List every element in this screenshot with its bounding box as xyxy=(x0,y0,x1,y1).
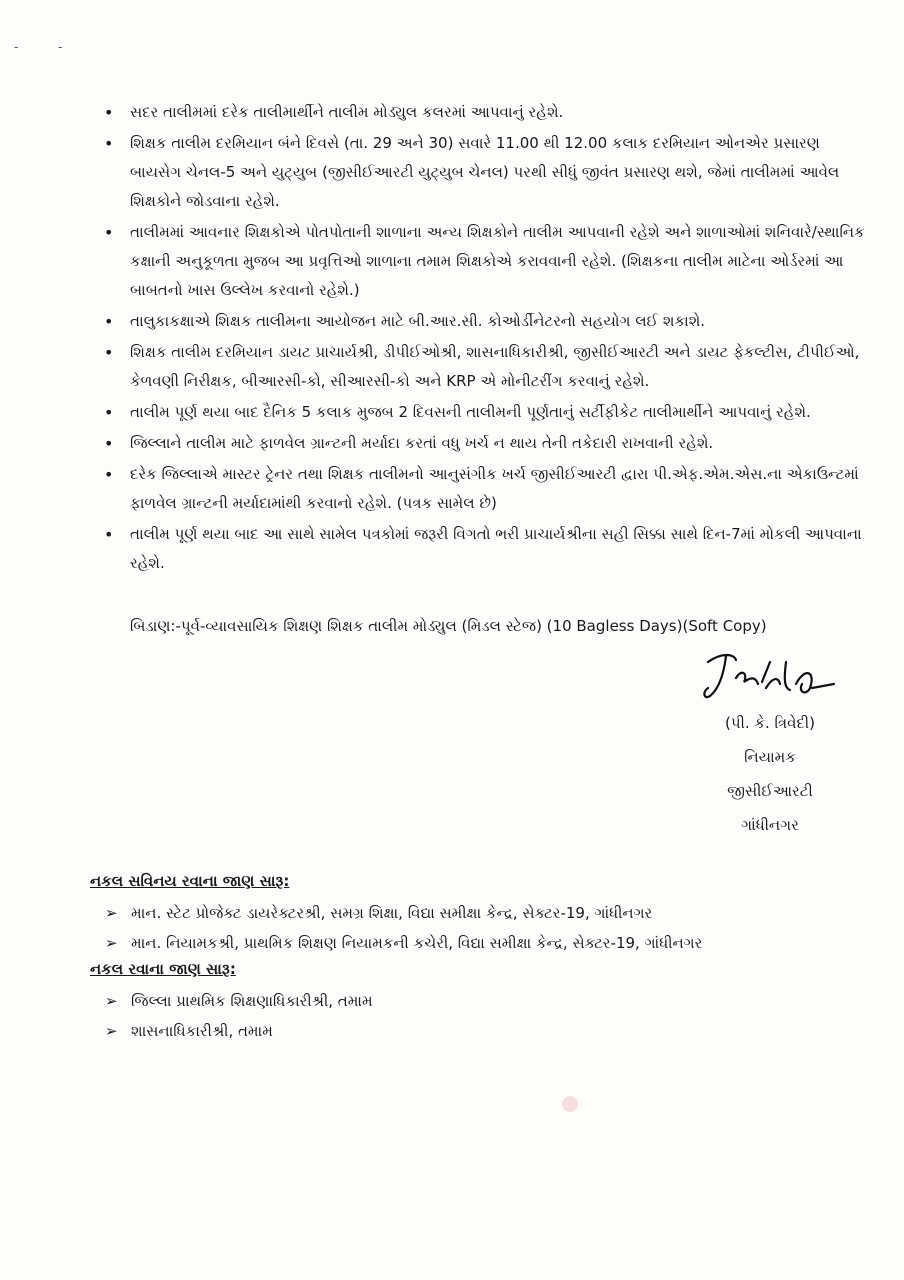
copy-to-item: ➢ શાસનાધિકારીશ્રી, તમામ xyxy=(105,1016,865,1046)
scan-marks: - - xyxy=(14,40,81,54)
bullet-icon: • xyxy=(104,223,114,242)
copy-to-list xyxy=(105,986,865,1046)
instruction-item: • તાલીમ પૂર્ણ થયા બાદ આ સાથે સામેલ પત્રકોમાં જરૂરી વિગતો ભરી પ્રાચાર્યશ્રીના સહી સિક્કા સાથે દિન-7માં મોકલી આપવાના રહેશે. xyxy=(100,520,870,578)
instruction-item: • સદર તાલીમમાં દરેક તાલીમાર્થીને તાલીમ મોડ્યુલ કલરમાં આપવાનું રહેશે. xyxy=(100,98,870,127)
instruction-item: • તાલીમમાં આવનાર શિક્ષકોએ પોતપોતાની શાળાના અન્ય શિક્ષકોને તાલીમ આપવાની રહેશે અને શાળાઓમાં શનિવારે/સ્થાનિક કક્ષાની અનુકૂળતા મુજબ આ પ્રવૃત્તિઓ શાળાના તમામ શિક્ષકોએ કરાવવાની રહેશે. (શિક્ષકના તાલીમ માટેના ઓર્ડરમાં આ બાબતનો ખાસ ઉલ્લેખ કરવાનો રહેશે.) xyxy=(100,218,870,305)
instruction-item: • શિક્ષક તાલીમ દરમિયાન બંને દિવસે (તા. 29 અને 30) સવારે 11.00 થી 12.00 કલાક દરમિયાન ઓનએર પ્રસારણ બાયસેગ ચેનલ-5 અને યુટ્યુબ (જીસીઈઆરટી યુટ્યુબ ચેનલ) પરથી સીધું જીવંત પ્રસારણ થશે, જેમાં તાલીમમાં આવેલ શિક્ષકોને જોડવાના રહેશે. xyxy=(100,129,870,216)
arrow-icon: ➢ xyxy=(105,934,118,952)
instruction-item: • શિક્ષક તાલીમ દરમિયાન ડાયટ પ્રાચાર્યશ્રી, ડીપીઈઓશ્રી, શાસનાધિકારીશ્રી, જીસીઈઆરટી અને ડાયટ ફેકલ્ટીસ, ટીપીઈઓ, કેળવણી નિરીક્ષક, બીઆરસી-કો, સીઆરસી-કો અને KRP એ મોનીટરીંગ કરવાનું રહેશે. xyxy=(100,338,870,396)
paper-stain xyxy=(562,1096,578,1112)
bullet-icon: • xyxy=(104,465,114,484)
bullet-icon: • xyxy=(104,134,114,153)
bullet-icon: • xyxy=(104,403,114,422)
signatory-office: જીસીઈઆરટી xyxy=(727,782,813,800)
signatory-city: ગાંધીનગર xyxy=(741,816,799,834)
arrow-icon: ➢ xyxy=(105,992,118,1010)
arrow-icon: ➢ xyxy=(105,904,118,922)
copy-info-item: ➢ માન. સ્ટેટ પ્રોજેક્ટ ડાયરેક્ટરશ્રી, સમગ્ર શિક્ષા, વિદ્યા સમીક્ષા કેન્દ્ર, સેક્ટર-19, ગાંધીનગર xyxy=(105,898,865,928)
bullet-icon: • xyxy=(104,103,114,122)
instruction-item: • દરેક જિલ્લાએ માસ્ટર ટ્રેનર તથા શિક્ષક તાલીમનો આનુસંગીક ખર્ચ જીસીઈઆરટી દ્વારા પી.એફ.એમ.એસ.ના એકાઉન્ટમાં ફાળવેલ ગ્રાન્ટની મર્યાદામાંથી કરવાનો રહેશે. (પત્રક સામેલ છે) xyxy=(100,460,870,518)
copy-to-heading: નકલ રવાના જાણ સારૂ: xyxy=(90,960,236,978)
instruction-item: • જિલ્લાને તાલીમ માટે ફાળવેલ ગ્રાન્ટની મર્યાદા કરતાં વધુ ખર્ચ ન થાય તેની તકેદારી રાખવાની રહેશે. xyxy=(100,429,870,458)
signatory-block xyxy=(700,706,840,842)
bullet-icon: • xyxy=(104,343,114,362)
signatory-designation: નિયામક xyxy=(744,748,796,766)
copy-info-list xyxy=(105,898,865,958)
enclosure-line: બિડાણ:-પૂર્વ-વ્યાવસાયિક શિક્ષણ શિક્ષક તાલીમ મોડ્યુલ (મિડલ સ્ટેજ) (10 Bagless Days)(Soft Copy) xyxy=(130,617,767,635)
bullet-icon: • xyxy=(104,525,114,544)
bullet-icon: • xyxy=(104,312,114,331)
signatory-name: (પી. કે. ત્રિવેદી) xyxy=(724,714,816,732)
copy-info-item: ➢ માન. નિયામકશ્રી, પ્રાથમિક શિક્ષણ નિયામકની કચેરી, વિદ્યા સમીક્ષા કેન્દ્ર, સેક્ટર-19, ગાંધીનગર xyxy=(105,928,865,958)
bullet-icon: • xyxy=(104,434,114,453)
copy-info-heading: નકલ સવિનય રવાના જાણ સારૂ: xyxy=(90,872,290,890)
copy-to-item: ➢ જિલ્લા પ્રાથમિક શિક્ષણાધિકારીશ્રી, તમામ xyxy=(105,986,865,1016)
instruction-item: • તાલુકાકક્ષાએ શિક્ષક તાલીમના આયોજન માટે બી.આર.સી. કોઓર્ડીનેટરનો સહયોગ લઈ શકાશે. xyxy=(100,307,870,336)
signature-icon xyxy=(700,648,840,710)
arrow-icon: ➢ xyxy=(105,1022,118,1040)
instruction-item: • તાલીમ પૂર્ણ થયા બાદ દૈનિક 5 કલાક મુજબ 2 દિવસની તાલીમની પૂર્ણતાનું સર્ટીફીકેટ તાલીમાર્થીને આપવાનું રહેશે. xyxy=(100,398,870,427)
instruction-list xyxy=(100,98,870,580)
